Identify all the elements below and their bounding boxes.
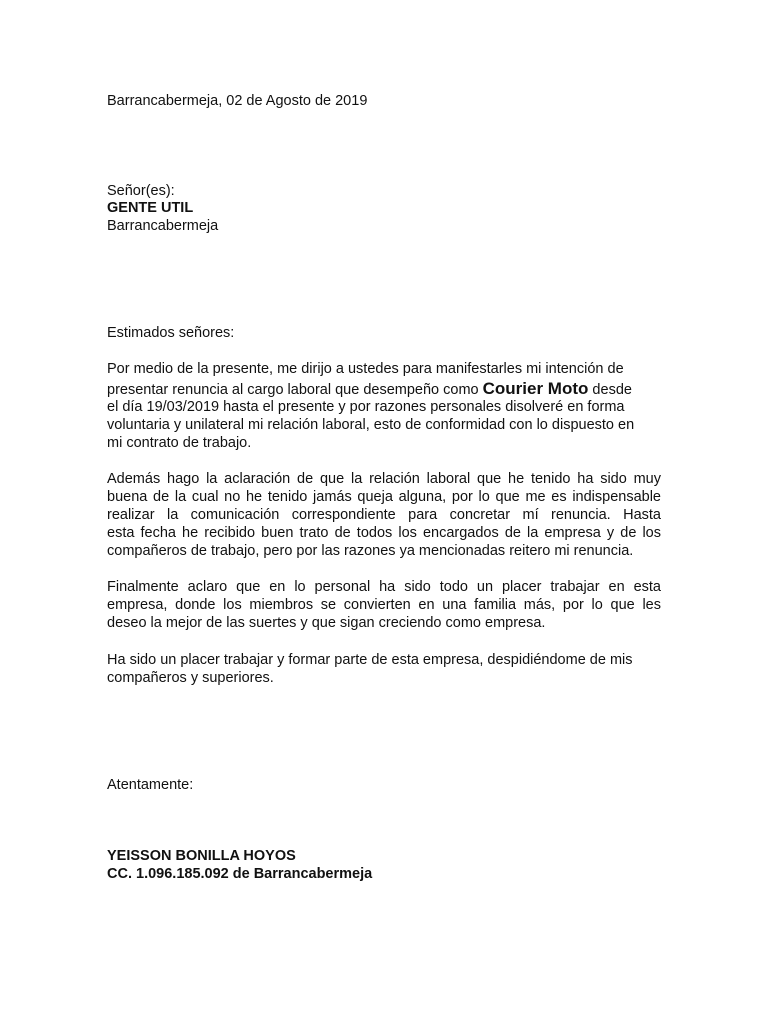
recipient-title: Señor(es): [107,183,175,199]
paragraph-3-line: Finalmente aclaro que en lo personal ha sido todo un placer trabajar en esta [107,579,661,595]
paragraph-1-line: Por medio de la presente, me dirijo a ustedes para manifestarles mi intención de [107,361,624,377]
closing: Atentamente: [107,777,194,793]
paragraph-2 [107,470,661,560]
paragraph-1-line: el día 19/03/2019 hasta el presente y por razones personales disolveré en forma [107,399,625,415]
paragraph-1-text: presentar renuncia al cargo laboral que desempeño como [107,382,483,398]
paragraph-1-line: mi contrato de trabajo. [107,435,252,451]
paragraph-2-line: compañeros de trabajo, pero por las razones ya mencionadas reitero mi renuncia. [107,543,634,559]
paragraph-3 [107,578,661,632]
signature-id: CC. 1.096.185.092 de Barrancabermeja [107,866,373,882]
paragraph-4 [107,651,661,687]
paragraph-2-line: esta fecha he recibido buen trato de todos los encargados de la empresa y de los [107,525,661,541]
date-line: Barrancabermeja, 02 de Agosto de 2019 [107,93,368,109]
signature-name: YEISSON BONILLA HOYOS [107,848,296,864]
paragraph-3-line: deseo la mejor de las suertes y que sigan creciendo como empresa. [107,615,546,631]
paragraph-4-line: compañeros y superiores. [107,670,274,686]
paragraph-1-line [107,378,661,398]
paragraph-1-text: desde [588,382,632,398]
greeting: Estimados señores: [107,325,235,341]
job-title: Courier Moto [482,379,589,398]
recipient-company: GENTE UTIL [107,200,194,216]
recipient-city: Barrancabermeja [107,218,219,234]
paragraph-2-line: buena de la cual no he tenido jamás queja alguna, por lo que me es indispensable [107,489,661,505]
paragraph-1-line: voluntaria y unilateral mi relación laboral, esto de conformidad con lo dispuesto en [107,417,635,433]
paragraph-2-line: Además hago la aclaración de que la relación laboral que he tenido ha sido muy [107,471,661,487]
paragraph-1 [107,360,661,452]
paragraph-4-line: Ha sido un placer trabajar y formar parte de esta empresa, despidiéndome de mis [107,652,633,668]
paragraph-3-line: empresa, donde los miembros se convierten en una familia más, por lo que les [107,597,661,613]
paragraph-2-line: realizar la comunicación correspondiente para concretar mí renuncia. Hasta [107,507,661,523]
